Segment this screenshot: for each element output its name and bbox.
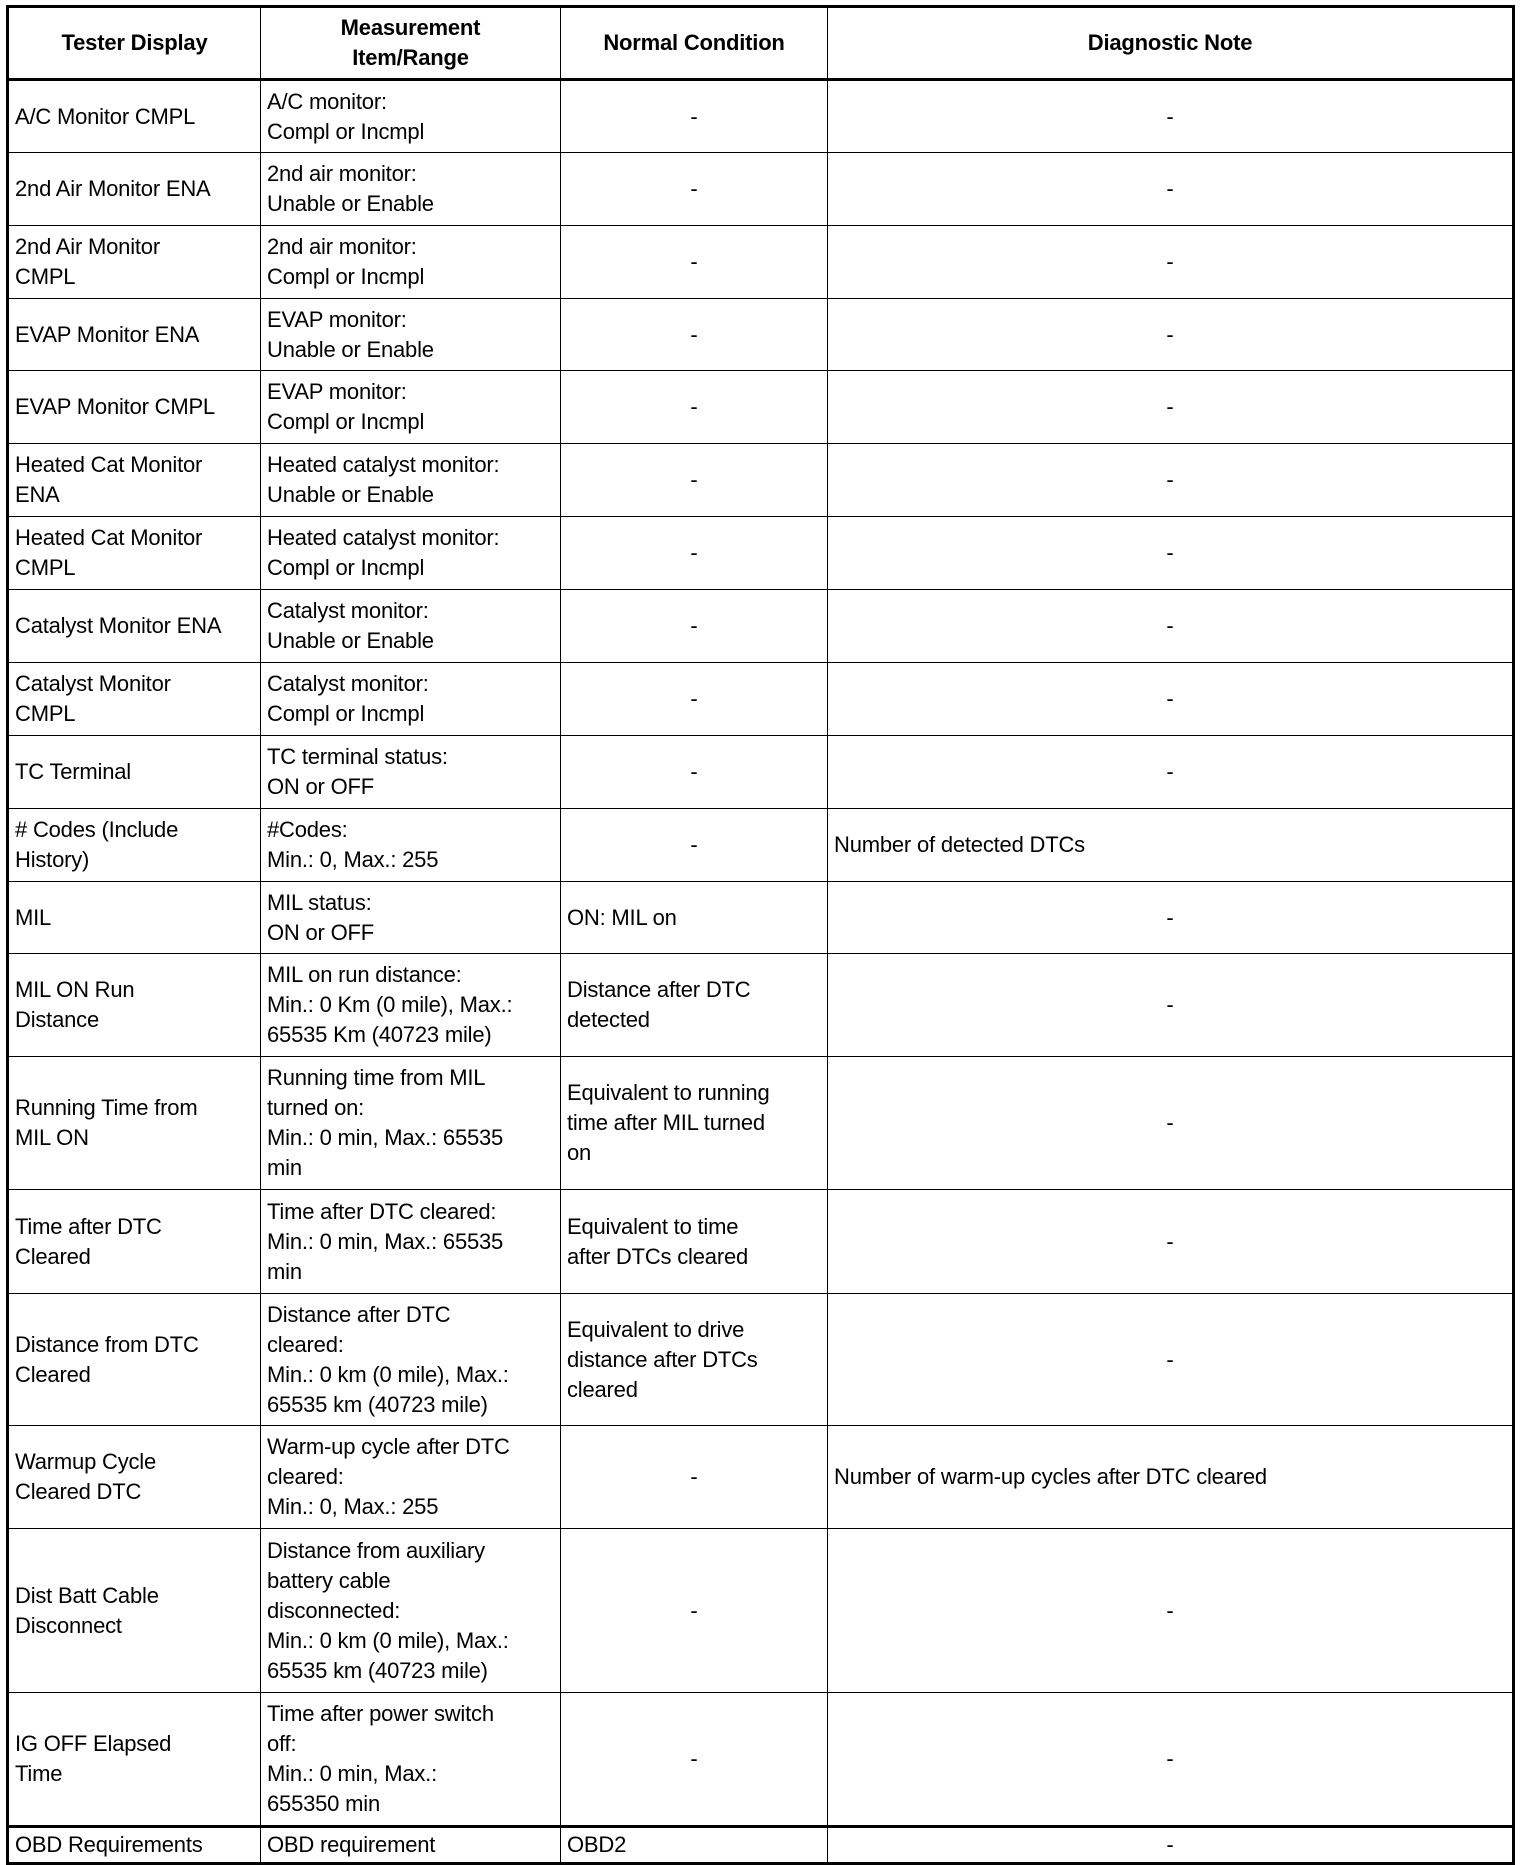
table-row <box>8 80 1514 153</box>
cell-tester-display: Heated Cat Monitor CMPL <box>8 517 261 590</box>
cell-normal-condition: - <box>561 517 828 590</box>
table-row <box>8 226 1514 299</box>
cell-measurement-item: TC terminal status: ON or OFF <box>261 736 561 809</box>
cell-measurement-item: #Codes: Min.: 0, Max.: 255 <box>261 809 561 882</box>
cell-measurement-item: OBD requirement <box>261 1827 561 1864</box>
cell-diagnostic-note: - <box>828 954 1514 1057</box>
table-row <box>8 882 1514 954</box>
cell-measurement-item: Distance after DTC cleared: Min.: 0 km (0 mile), Max.: 65535 km (40723 mile) <box>261 1294 561 1426</box>
cell-normal-condition: - <box>561 80 828 153</box>
cell-normal-condition: - <box>561 1693 828 1827</box>
cell-normal-condition: - <box>561 736 828 809</box>
cell-tester-display: MIL <box>8 882 261 954</box>
cell-diagnostic-note: - <box>828 590 1514 663</box>
table-row <box>8 517 1514 590</box>
cell-normal-condition: - <box>561 1529 828 1693</box>
cell-tester-display: Distance from DTC Cleared <box>8 1294 261 1426</box>
cell-diagnostic-note: - <box>828 736 1514 809</box>
header-tester-display: Tester Display <box>8 7 261 80</box>
table-row <box>8 1294 1514 1426</box>
cell-tester-display: EVAP Monitor ENA <box>8 299 261 371</box>
cell-tester-display: EVAP Monitor CMPL <box>8 371 261 444</box>
cell-diagnostic-note: - <box>828 663 1514 736</box>
cell-normal-condition: - <box>561 371 828 444</box>
cell-diagnostic-note: - <box>828 882 1514 954</box>
cell-diagnostic-note: - <box>828 1057 1514 1190</box>
cell-tester-display: 2nd Air Monitor ENA <box>8 153 261 226</box>
cell-normal-condition: Distance after DTC detected <box>561 954 828 1057</box>
cell-diagnostic-note: Number of warm-up cycles after DTC cleared <box>828 1426 1514 1529</box>
cell-normal-condition: - <box>561 153 828 226</box>
table-row <box>8 1426 1514 1529</box>
table-row <box>8 1827 1514 1864</box>
header-diagnostic-note: Diagnostic Note <box>828 7 1514 80</box>
table-row <box>8 954 1514 1057</box>
cell-tester-display: Warmup Cycle Cleared DTC <box>8 1426 261 1529</box>
cell-tester-display: Catalyst Monitor CMPL <box>8 663 261 736</box>
cell-tester-display: Heated Cat Monitor ENA <box>8 444 261 517</box>
table-row <box>8 809 1514 882</box>
cell-normal-condition: - <box>561 299 828 371</box>
cell-diagnostic-note: - <box>828 1294 1514 1426</box>
cell-measurement-item: Time after power switch off: Min.: 0 min, Max.: 655350 min <box>261 1693 561 1827</box>
header-normal-condition: Normal Condition <box>561 7 828 80</box>
cell-normal-condition: - <box>561 226 828 299</box>
cell-measurement-item: EVAP monitor: Unable or Enable <box>261 299 561 371</box>
cell-normal-condition: - <box>561 1426 828 1529</box>
cell-measurement-item: MIL on run distance: Min.: 0 Km (0 mile), Max.: 65535 Km (40723 mile) <box>261 954 561 1057</box>
header-measurement-item: Measurement Item/Range <box>261 7 561 80</box>
cell-measurement-item: EVAP monitor: Compl or Incmpl <box>261 371 561 444</box>
cell-diagnostic-note: - <box>828 1827 1514 1864</box>
cell-diagnostic-note: - <box>828 1529 1514 1693</box>
cell-normal-condition: OBD2 <box>561 1827 828 1864</box>
cell-diagnostic-note: - <box>828 517 1514 590</box>
cell-diagnostic-note: - <box>828 444 1514 517</box>
cell-tester-display: Time after DTC Cleared <box>8 1190 261 1294</box>
cell-diagnostic-note: - <box>828 153 1514 226</box>
cell-tester-display: MIL ON Run Distance <box>8 954 261 1057</box>
table-row <box>8 153 1514 226</box>
cell-diagnostic-note: - <box>828 371 1514 444</box>
cell-normal-condition: ON: MIL on <box>561 882 828 954</box>
cell-measurement-item: Running time from MIL turned on: Min.: 0 min, Max.: 65535 min <box>261 1057 561 1190</box>
cell-measurement-item: Distance from auxiliary battery cable disconnected: Min.: 0 km (0 mile), Max.: 65535 km (40723 mile) <box>261 1529 561 1693</box>
cell-tester-display: A/C Monitor CMPL <box>8 80 261 153</box>
table-row <box>8 444 1514 517</box>
cell-tester-display: Dist Batt Cable Disconnect <box>8 1529 261 1693</box>
cell-normal-condition: Equivalent to drive distance after DTCs cleared <box>561 1294 828 1426</box>
cell-normal-condition: Equivalent to running time after MIL turned on <box>561 1057 828 1190</box>
cell-normal-condition: - <box>561 809 828 882</box>
cell-measurement-item: Time after DTC cleared: Min.: 0 min, Max.: 65535 min <box>261 1190 561 1294</box>
cell-tester-display: 2nd Air Monitor CMPL <box>8 226 261 299</box>
cell-tester-display: Catalyst Monitor ENA <box>8 590 261 663</box>
cell-tester-display: Running Time from MIL ON <box>8 1057 261 1190</box>
cell-tester-display: OBD Requirements <box>8 1827 261 1864</box>
cell-measurement-item: Heated catalyst monitor: Unable or Enable <box>261 444 561 517</box>
cell-measurement-item: MIL status: ON or OFF <box>261 882 561 954</box>
cell-measurement-item: Warm-up cycle after DTC cleared: Min.: 0, Max.: 255 <box>261 1426 561 1529</box>
table-row <box>8 299 1514 371</box>
cell-diagnostic-note: - <box>828 1693 1514 1827</box>
cell-measurement-item: A/C monitor: Compl or Incmpl <box>261 80 561 153</box>
cell-measurement-item: Catalyst monitor: Unable or Enable <box>261 590 561 663</box>
table-row <box>8 1057 1514 1190</box>
table-row <box>8 590 1514 663</box>
cell-tester-display: IG OFF Elapsed Time <box>8 1693 261 1827</box>
cell-normal-condition: Equivalent to time after DTCs cleared <box>561 1190 828 1294</box>
cell-diagnostic-note: - <box>828 1190 1514 1294</box>
table-row <box>8 371 1514 444</box>
table-row <box>8 1529 1514 1693</box>
table-row <box>8 736 1514 809</box>
cell-diagnostic-note: Number of detected DTCs <box>828 809 1514 882</box>
cell-diagnostic-note: - <box>828 299 1514 371</box>
cell-measurement-item: 2nd air monitor: Compl or Incmpl <box>261 226 561 299</box>
header-row <box>8 7 1514 80</box>
cell-normal-condition: - <box>561 444 828 517</box>
cell-normal-condition: - <box>561 590 828 663</box>
cell-measurement-item: Heated catalyst monitor: Compl or Incmpl <box>261 517 561 590</box>
cell-normal-condition: - <box>561 663 828 736</box>
cell-diagnostic-note: - <box>828 226 1514 299</box>
cell-diagnostic-note: - <box>828 80 1514 153</box>
table-row <box>8 663 1514 736</box>
cell-measurement-item: 2nd air monitor: Unable or Enable <box>261 153 561 226</box>
cell-measurement-item: Catalyst monitor: Compl or Incmpl <box>261 663 561 736</box>
table-row <box>8 1190 1514 1294</box>
cell-tester-display: TC Terminal <box>8 736 261 809</box>
data-list-table <box>6 5 1515 1865</box>
cell-tester-display: # Codes (Include History) <box>8 809 261 882</box>
table-row <box>8 1693 1514 1827</box>
